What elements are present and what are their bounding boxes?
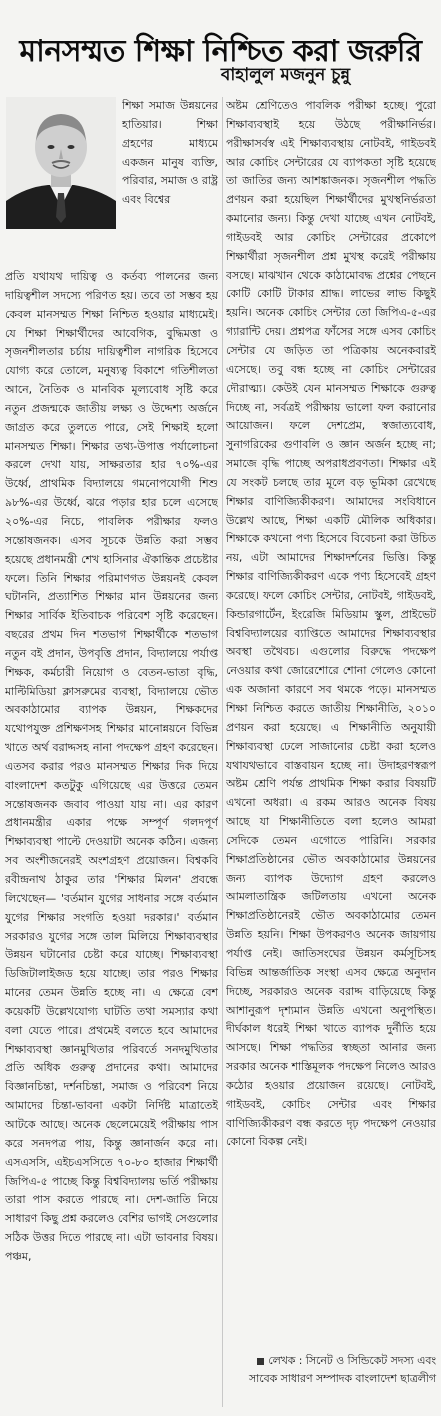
left-column-text: প্রতি যথাযথ দায়িত্ব ও কর্তব্য পালনের জন্য দায়িত্বশীল সদস্যে পরিণত হয়। তবে তা সম্ভব হয় কেবল মানসম্মত শিক্ষা নিশ্চিত হওয়ার মাধ্যমেই। যে শিক্ষা শিক্ষার্থীদের আবেগিক, বুদ্ধিমত্তা ও সৃজনশীলতার চর্চায় দায়িত্বশীল নাগরিক হিসেবে যোগ্য করে তোলে, মনুষ্যত্ব বিকাশে গতিশীলতা আনে, নৈতিক ও মানবিক মূল্যবোধ সৃষ্টি করে নতুন প্রজন্মকে জাতীয় লক্ষ্য ও উদ্দেশ্য অর্জনে জাগ্রত করে তুলতে পারে, সেই শিক্ষাই হলো মানসম্মত শিক্ষা। শিক্ষার তথ্য-উপাত্ত পর্যালোচনা করলে দেখা যায়, সাক্ষরতার হার ৭০%-এর উর্ধ্বে, প্রাথমিক বিদ্যালয়ে গমনোপযোগী শিশু ৯৮%-এর উর্ধ্বে, ঝরে পড়ার হার চলে এসেছে ২০%-এর নিচে, পাবলিক পরীক্ষার ফলও সন্তোষজনক। এসব সূচকে উন্নতি করা সম্ভব হয়েছে প্রধানমন্ত্রী শেখ হাসিনার ঐকান্তিক প্রচেষ্টার ফলে। তিনি শিক্ষার পরিমাণগত উন্নয়নই কেবল ঘটাননি, প্রত্যাশিত শিক্ষার মান উন্নয়নের জন্য শিক্ষার সার্বিক ইতিবাচক পরিবেশ সৃষ্টি করেছেন। বছরের প্রথম দিন শতভাগ শিক্ষার্থীকে শতভাগ নতুন বই প্রদান, উপবৃত্তি প্রদান, বিদ্যালয়ে পর্যাপ্ত শিক্ষক, কর্মচারী নিয়োগ ও বেতন-ভাতা বৃদ্ধি, মাল্টিমিডিয়া ক্লাসরুমের ব্যবস্থা, বিদ্যালয়ে ভৌত অবকাঠামোর ব্যাপক উন্নয়ন, শিক্ষকদের যথোপযুক্ত প্রশিক্ষণসহ শিক্ষার মানোন্নয়নে বিভিন্ন খাতে অর্থ বরাদ্দসহ নানা পদক্ষেপ গ্রহণ করেছেন। এতসব করার পরও মানসম্মত শিক্ষার দিক দিয়ে বাংলাদেশ কতটুকু এগিয়েছে এর উত্তরে তেমন সন্তোষজনক জবাব পাওয়া যায় না। এর কারণ প্রধানমন্ত্রীর একার পক্ষে সম্পূর্ণ গলদপূর্ণ শিক্ষাব্যবস্থা পাল্টে দেওয়াটা অনেক কঠিন। এজন্য সব অংশীজনেরই অংশগ্রহণ প্রয়োজন। বিশ্বকবি রবীন্দ্রনাথ ঠাকুর তার 'শিক্ষার মিলন' প্রবন্ধে লিখেছেন— 'বর্তমান যুগের সাধনার সঙ্গে বর্তমান যুগের শিক্ষার সংগতি হওয়া দরকার।' বর্তমান সরকারও যুগের সঙ্গে তাল মিলিয়ে শিক্ষাব্যবস্থার উন্নয়ন ঘটানোর চেষ্টা করে যাচ্ছে। শিক্ষাব্যবস্থা ডিজিটালাইজড হয়ে যাচ্ছে। তার পরও শিক্ষার মানের তেমন উন্নতি হচ্ছে না। এ ক্ষেত্রে বেশ কয়েকটি উল্লেখযোগ্য ঘাটতি তথা সমস্যার কথা বলা যেতে পারে। প্রথমেই বলতে হবে আমাদের শিক্ষাব্যবস্থা জ্ঞানমুখিতার পরিবর্তে সনদমুখিতার প্রতি অধিক গুরুত্ব প্রদানের কথা। আমাদের বিজ্ঞানচিন্তা, দর্শনচিন্তা, সমাজ ও পরিবেশ নিয়ে আমাদের চিন্তা-ভাবনা একটা নির্দিষ্ট মাত্রাতেই আটকে আছে। অনেক ছেলেমেয়েই পরীক্ষায় পাস করে সনদপত্র পায়, কিন্তু জ্ঞানার্জন করে না। এসএসসি, এইচএসসিতে ৭০-৮০ হাজার শিক্ষার্থী জিপিএ-৫ পাচ্ছে কিন্তু বিশ্ববিদ্যালয় ভর্তি পরীক্ষায় তারা পাস করতে পারছে না। দেশ-জাতি নিয়ে সাধারণ কিছু প্রশ্ন করলেও বেশির ভাগই সেগুলোর সঠিক উত্তর দিতে পারছে না। এটা ভাবনার বিষয়। পঞ্চম, bbox=[5, 270, 218, 1263]
article-column-right bbox=[226, 97, 436, 1382]
author-note bbox=[226, 1352, 436, 1388]
portrait-right-eye bbox=[68, 145, 75, 149]
square-bullet-icon bbox=[257, 1358, 264, 1365]
right-column-text: অষ্টম শ্রেণিতেও পাবলিক পরীক্ষা হচ্ছে। পুরো শিক্ষাব্যবস্থাই হয়ে উঠছে পরীক্ষানির্ভর। পরীক্ষাসর্বস্ব এই শিক্ষাব্যবস্থায় নোটবই, গাইডবই আর কোচিং সেন্টারের যে ব্যাপকতা সৃষ্টি হয়েছে তা জাতির জন্য আশঙ্কাজনক। সৃজনশীল পদ্ধতি প্রণয়ন করা হয়েছিল শিক্ষার্থীদের মুখস্থনির্ভরতা কমানোর জন্য। কিন্তু দেখা যাচ্ছে এখন নোটবই, গাইডবই আর কোচিং সেন্টারের প্রকোপে শিক্ষার্থীরা সৃজনশীল প্রশ্ন মুখস্থ করেই পরীক্ষায় বসছে। মাঝখান থেকে কাঠামোবদ্ধ প্রশ্নের পেছনে কোটি কোটি টাকার শ্রাদ্ধ। লাভের লাভ কিছুই হয়নি। অনেক কোচিং সেন্টার তো জিপিএ-৫-এর গ্যারান্টি দেয়। প্রশ্নপত্র ফাঁসের সঙ্গে এসব কোচিং সেন্টার যে জড়িত তা পত্রিকায় অনেকবারই এসেছে। তবু বন্ধ হচ্ছে না কোচিং সেন্টারের দৌরাত্ম্য। কেউই যেন মানসম্মত শিক্ষাকে গুরুত্ব দিচ্ছে না, সর্বত্রই পরীক্ষায় ভালো ফল করানোর আয়োজন। ফলে দেশপ্রেম, স্বজাত্যবোধ, সুনাগরিকের গুণাবলি ও জ্ঞান অর্জন হচ্ছে না; সমাজে বৃদ্ধি পাচ্ছে অপরাধপ্রবণতা। শিক্ষার এই যে সংকট চলছে তার মূলে বড় ভূমিকা রেখেছে শিক্ষার বাণিজ্যিকীকরণ। আমাদের সংবিধানে উল্লেখ আছে, শিক্ষা একটি মৌলিক অধিকার। শিক্ষাকে কখনো পণ্য হিসেবে বিবেচনা করা উচিত নয়, এটা আমাদের শিক্ষাদর্শনের ভিত্তি। কিন্তু শিক্ষার বাণিজ্যিকীকরণ একে পণ্য হিসেবেই গ্রহণ করেছে। ফলে কোচিং সেন্টার, নোটবই, গাইডবই, কিন্ডারগার্টেন, ইংরেজি মিডিয়াম স্কুল, প্রাইভেট বিশ্ববিদ্যালয়ের ব্যাপ্তিতে আমাদের শিক্ষাব্যবস্থার অবস্থা তথৈবচ। এগুলোর বিরুদ্ধে পদক্ষেপ নেওয়ার কথা জোরেশোরে শোনা গেলেও কোনো এক অজানা কারণে সব থমকে পড়ে। মানসম্মত শিক্ষা নিশ্চিত করতে জাতীয় শিক্ষানীতি, ২০১০ প্রণয়ন করা হয়েছে। এ শিক্ষানীতি অনুযায়ী শিক্ষাব্যবস্থা ঢেলে সাজানোর চেষ্টা করা হলেও যথাযথভাবে বাস্তবায়ন হচ্ছে না। উদাহরণস্বরূপ অষ্টম শ্রেণি পর্যন্ত প্রাথমিক শিক্ষা করার বিষয়টি এখনো অধরা। এ রকম আরও অনেক বিষয় আছে যা শিক্ষানীতিতে বলা হলেও আমরা সেদিকে তেমন এগোতে পারিনি। সরকার শিক্ষাপ্রতিষ্ঠানের ভৌত অবকাঠামোর উন্নয়নের জন্য ব্যাপক উদ্যোগ গ্রহণ করলেও আমলাতান্ত্রিক জটিলতায় এখনো অনেক শিক্ষাপ্রতিষ্ঠানেরই ভৌত অবকাঠামোর তেমন উন্নতি হয়নি। শিক্ষা উপকরণও অনেক জায়গায় পর্যাপ্ত নেই। জাতিসংঘের উন্নয়ন কর্মসূচিসহ বিভিন্ন আন্তর্জাতিক সংস্থা এসব ক্ষেত্রে অনুদান দিচ্ছে, সরকারও অনেক বরাদ্দ বাড়িয়েছে কিন্তু আশানুরূপ দৃশ্যমান উন্নতি এখনো অনুপস্থিত। দীর্ঘকাল ধরেই শিক্ষা খাতে ব্যাপক দুর্নীতি হয়ে আসছে। শিক্ষা পদ্ধতির স্বচ্ছতা আনার জন্য সরকার অনেক শাস্তিমূলক পদক্ষেপ নিলেও আরও কঠোর হওয়ার প্রয়োজন রয়েছে। নোটবই, গাইডবই, কোচিং সেন্টার এবং শিক্ষার বাণিজ্যিকীকরণ বন্ধ করতে দৃঢ় পদক্ষেপ নেওয়ার কোনো বিকল্প নেই। bbox=[226, 99, 436, 1149]
author-photo bbox=[6, 97, 116, 229]
article-column-left bbox=[5, 268, 218, 1416]
author-portrait-icon bbox=[6, 97, 116, 229]
intro-text: শিক্ষা সমাজ উন্নয়নের হাতিয়ার। শিক্ষা গ্রহণের মাধ্যমে একজন মানুষ ব্যক্তি, পরিবার, সমাজ ও রাষ্ট্র এবং বিশ্বের bbox=[122, 99, 218, 207]
column-divider bbox=[222, 97, 223, 1407]
author-note-text: লেখক : সিনেট ও সিন্ডিকেট সদস্য এবং সাবেক সাধারণ সম্পাদক বাংলাদেশ ছাত্রলীগ bbox=[249, 1354, 436, 1385]
article-byline: বাহালুল মজনুন চুন্নু bbox=[220, 65, 351, 85]
article-intro bbox=[122, 97, 218, 267]
portrait-left-eye bbox=[48, 145, 55, 149]
article-headline: মানসম্মত শিক্ষা নিশ্চিত করা জরুরি bbox=[19, 34, 422, 70]
